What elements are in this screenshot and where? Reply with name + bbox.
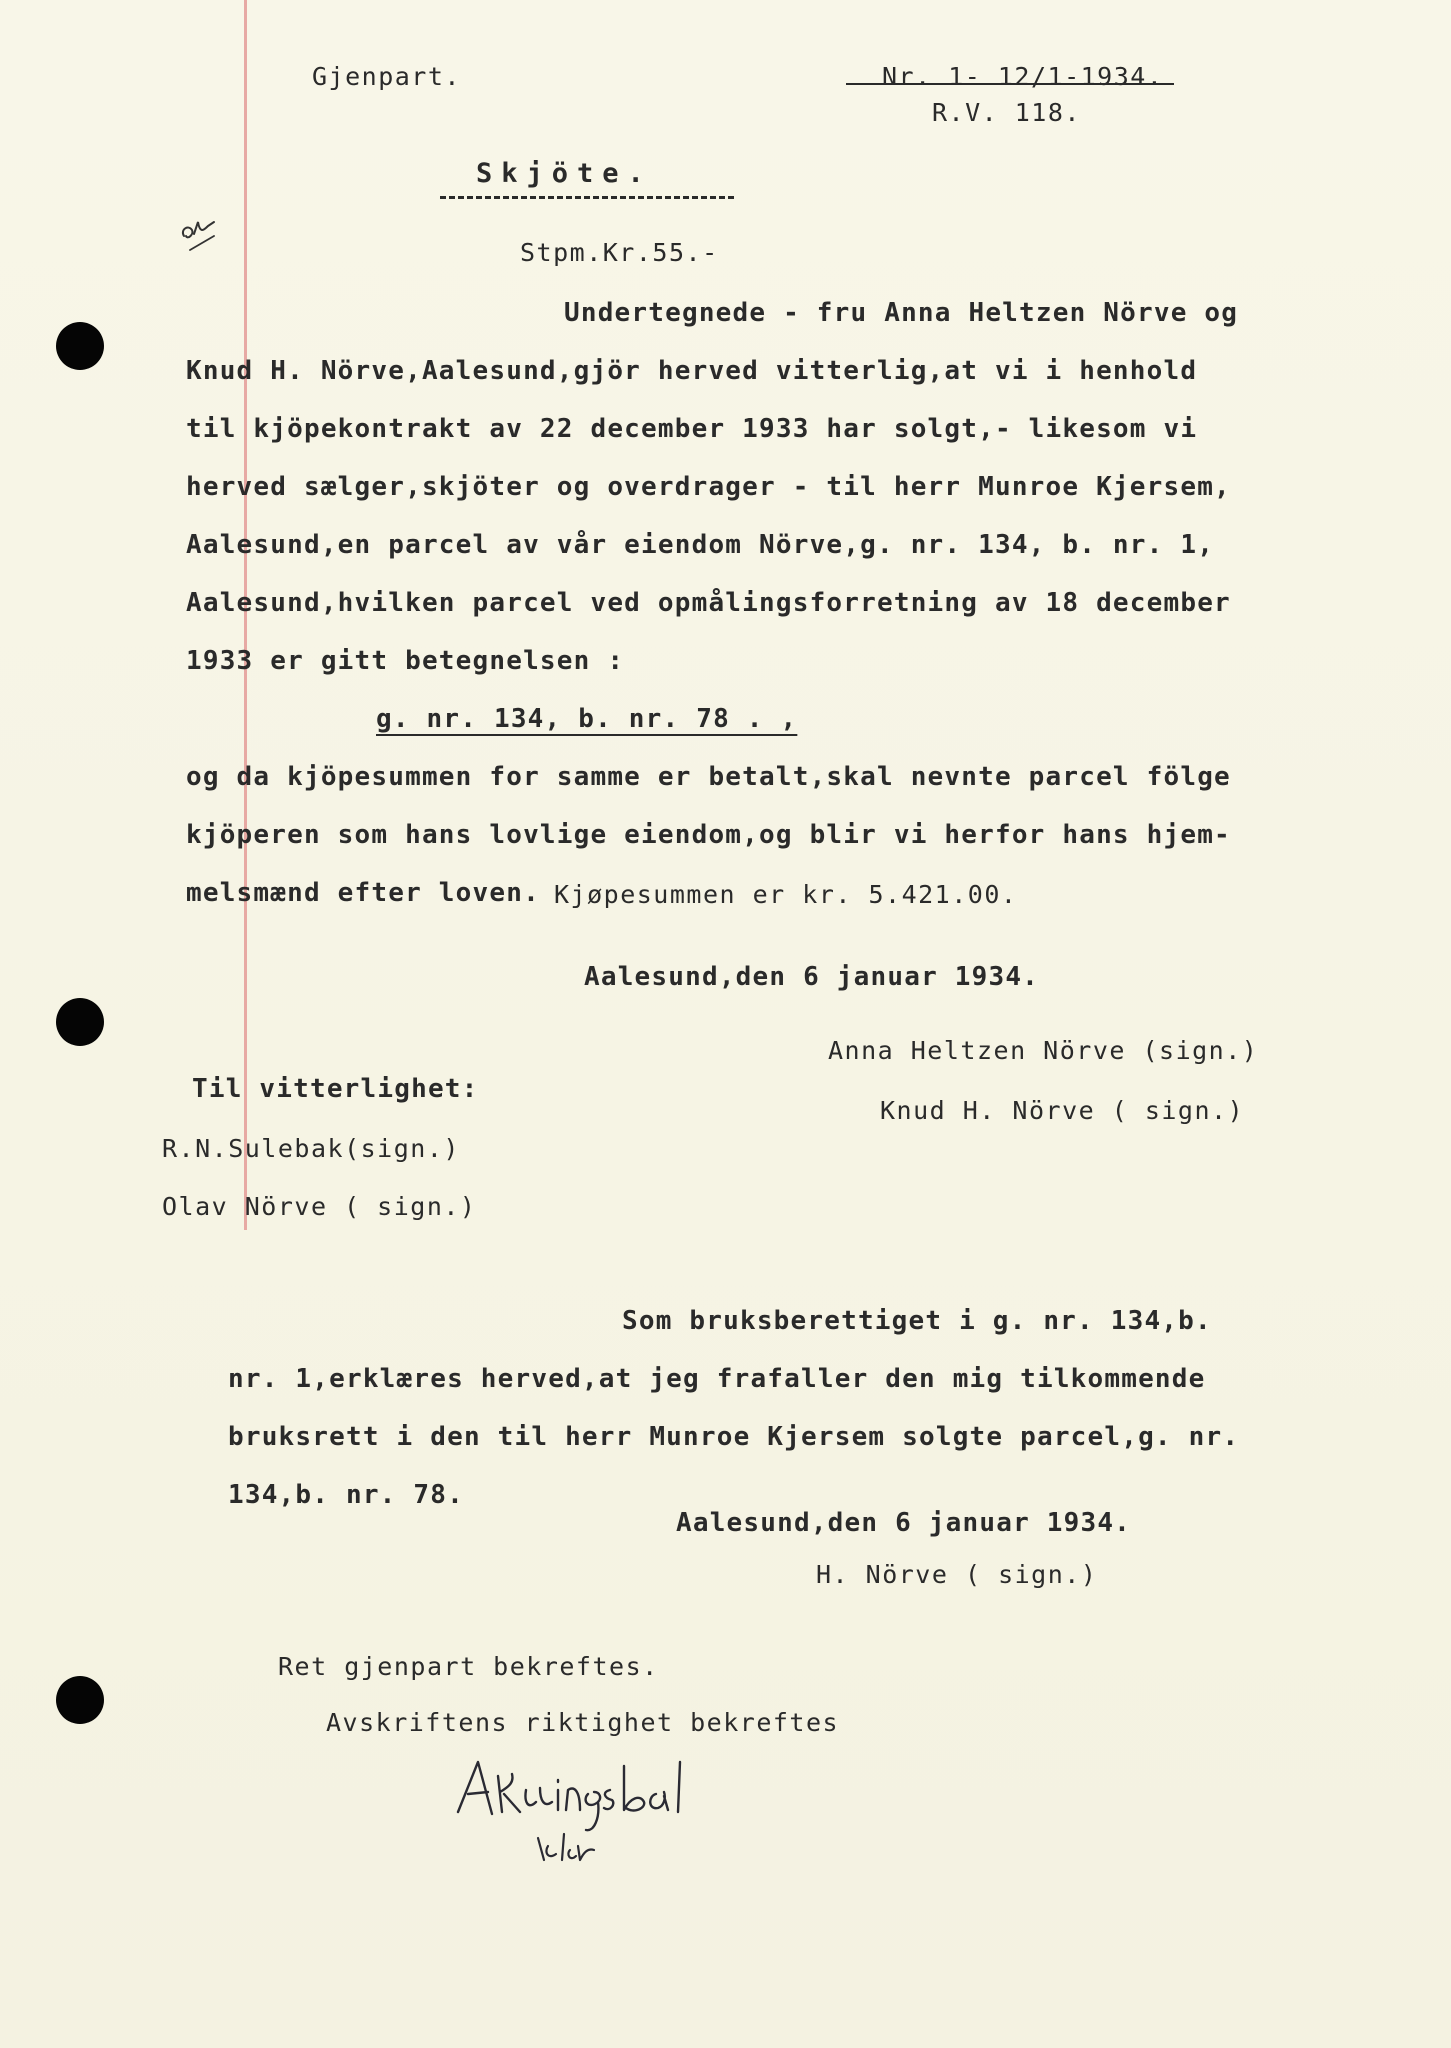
copy-label: Gjenpart.: [312, 62, 461, 91]
seller-signature: Anna Heltzen Nörve (sign.): [828, 1036, 1259, 1065]
consent-place-date: Aalesund,den 6 januar 1934.: [676, 1508, 1132, 1538]
registration-number: Nr. 1- 12/1-1934.: [882, 62, 1164, 91]
handwritten-margin-mark: [178, 214, 222, 258]
certification-line: Avskriftens riktighet bekreftes: [326, 1708, 840, 1737]
document-title: Skjöte.: [476, 158, 653, 189]
consent-line: nr. 1,erklæres herved,at jeg frafaller den mig tilkommende: [228, 1364, 1206, 1394]
body-line: Aalesund,hvilken parcel ved opmålingsforretning av 18 december: [186, 588, 1231, 618]
body-line: herved sælger,skjöter og overdrager - til herr Munroe Kjersem,: [186, 472, 1231, 502]
body-line: 1933 er gitt betegnelsen :: [186, 646, 625, 676]
certification-line: Ret gjenpart bekreftes.: [278, 1652, 659, 1681]
body-line: Knud H. Nörve,Aalesund,gjör herved vitterlig,at vi i henhold: [186, 356, 1198, 386]
volume-number: R.V. 118.: [932, 98, 1081, 127]
punch-hole: [56, 1676, 104, 1724]
body-line-bold: melsmænd efter loven.: [186, 878, 540, 908]
body-line: til kjöpekontrakt av 22 december 1933 har solgt,- likesom vi: [186, 414, 1198, 444]
title-underline: [440, 196, 734, 199]
punch-hole: [56, 322, 104, 370]
consent-line: bruksrett i den til herr Munroe Kjersem solgte parcel,g. nr.: [228, 1422, 1240, 1452]
registration-underline: [846, 83, 1174, 85]
body-line: Undertegnede - fru Anna Heltzen Nörve og: [564, 298, 1239, 328]
witness-heading: Til vitterlighet:: [192, 1074, 479, 1104]
handwritten-signature: [448, 1742, 768, 1872]
body-line: og da kjöpesummen for samme er betalt,skal nevnte parcel fölge: [186, 762, 1231, 792]
stamp-duty: Stpm.Kr.55.-: [520, 238, 719, 267]
consent-signature: H. Nörve ( sign.): [816, 1560, 1098, 1589]
seller-signature: Knud H. Nörve ( sign.): [880, 1096, 1245, 1125]
body-line: kjöperen som hans lovlige eiendom,og blir vi herfor hans hjem-: [186, 820, 1231, 850]
consent-line: 134,b. nr. 78.: [228, 1480, 464, 1510]
parcel-designation: g. nr. 134, b. nr. 78 . ,: [376, 704, 798, 734]
punch-hole: [56, 998, 104, 1046]
place-date: Aalesund,den 6 januar 1934.: [584, 962, 1040, 992]
witness-signature: R.N.Sulebak(sign.): [162, 1134, 460, 1163]
consent-line: Som bruksberettiget i g. nr. 134,b.: [622, 1306, 1212, 1336]
witness-signature: Olav Nörve ( sign.): [162, 1192, 477, 1221]
body-line: Aalesund,en parcel av vår eiendom Nörve,g. nr. 134, b. nr. 1,: [186, 530, 1215, 560]
purchase-sum: Kjøpesummen er kr. 5.421.00.: [554, 880, 1018, 909]
